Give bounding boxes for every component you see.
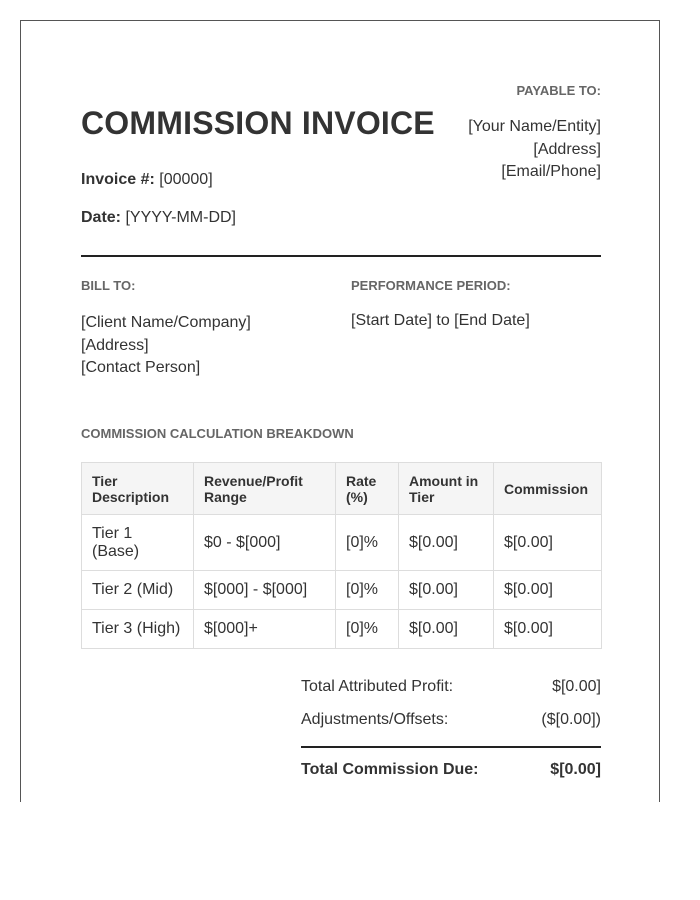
bill-to-contact: [Contact Person] bbox=[81, 359, 201, 376]
commission-breakdown-table bbox=[81, 462, 602, 649]
cell-commission: $[0.00] bbox=[494, 571, 602, 610]
invoice-date-label: Date: bbox=[81, 209, 122, 226]
header-commission: Commission bbox=[494, 463, 602, 515]
cell-range: $[000]+ bbox=[194, 610, 336, 649]
total-commission-value: $[0.00] bbox=[550, 761, 601, 778]
performance-period-label: PERFORMANCE PERIOD: bbox=[351, 278, 511, 293]
header-range: Revenue/Profit Range bbox=[194, 463, 336, 515]
invoice-number bbox=[81, 171, 213, 189]
cell-rate: [0]% bbox=[336, 610, 399, 649]
invoice-number-value: [00000] bbox=[159, 171, 213, 188]
cell-commission: $[0.00] bbox=[494, 610, 602, 649]
summary-profit-row bbox=[301, 678, 601, 698]
bill-to-client: [Client Name/Company] bbox=[81, 314, 251, 331]
invoice-number-label: Invoice #: bbox=[81, 171, 155, 188]
payable-to-address: [Address] bbox=[533, 140, 601, 158]
cell-amount: $[0.00] bbox=[399, 610, 494, 649]
payable-to-details bbox=[401, 116, 601, 184]
bill-to-label: BILL TO: bbox=[81, 278, 136, 293]
header-divider bbox=[81, 255, 601, 257]
cell-range: $0 - $[000] bbox=[194, 515, 336, 571]
payable-to-label: PAYABLE TO: bbox=[516, 83, 601, 98]
header-tier-description: Tier Description bbox=[82, 463, 194, 515]
invoice-date-value: [YYYY-MM-DD] bbox=[125, 209, 236, 226]
cell-range: $[000] - $[000] bbox=[194, 571, 336, 610]
cell-rate: [0]% bbox=[336, 515, 399, 571]
summary-divider bbox=[301, 746, 601, 748]
table-row bbox=[82, 571, 602, 610]
total-profit-label: Total Attributed Profit: bbox=[301, 678, 454, 695]
header-amount-in-tier: Amount in Tier bbox=[399, 463, 494, 515]
table-header-row bbox=[82, 463, 602, 515]
cell-tier: Tier 2 (Mid) bbox=[82, 571, 194, 610]
bill-to-details bbox=[81, 312, 251, 380]
cell-rate: [0]% bbox=[336, 571, 399, 610]
table-row bbox=[82, 610, 602, 649]
invoice-page bbox=[20, 20, 660, 802]
total-commission-label: Total Commission Due: bbox=[301, 761, 479, 778]
payable-to-name: [Your Name/Entity] bbox=[468, 118, 601, 135]
cell-amount: $[0.00] bbox=[399, 571, 494, 610]
invoice-title: COMMISSION INVOICE bbox=[81, 105, 435, 141]
performance-period-value: [Start Date] to [End Date] bbox=[351, 312, 530, 329]
summary-total-row bbox=[301, 761, 601, 781]
bill-to-address: [Address] bbox=[81, 336, 149, 354]
cell-commission: $[0.00] bbox=[494, 515, 602, 571]
header-rate: Rate (%) bbox=[336, 463, 399, 515]
invoice-date bbox=[81, 209, 236, 227]
total-profit-value: $[0.00] bbox=[552, 678, 601, 695]
table-row bbox=[82, 515, 602, 571]
cell-tier: Tier 3 (High) bbox=[82, 610, 194, 649]
payable-to-contact: [Email/Phone] bbox=[501, 163, 601, 180]
cell-amount: $[0.00] bbox=[399, 515, 494, 571]
cell-tier: Tier 1 (Base) bbox=[82, 515, 194, 571]
breakdown-label: COMMISSION CALCULATION BREAKDOWN bbox=[81, 426, 354, 441]
adjustments-value: ($[0.00]) bbox=[541, 711, 601, 728]
adjustments-label: Adjustments/Offsets: bbox=[301, 711, 449, 728]
summary-adjustments-row bbox=[301, 711, 601, 731]
